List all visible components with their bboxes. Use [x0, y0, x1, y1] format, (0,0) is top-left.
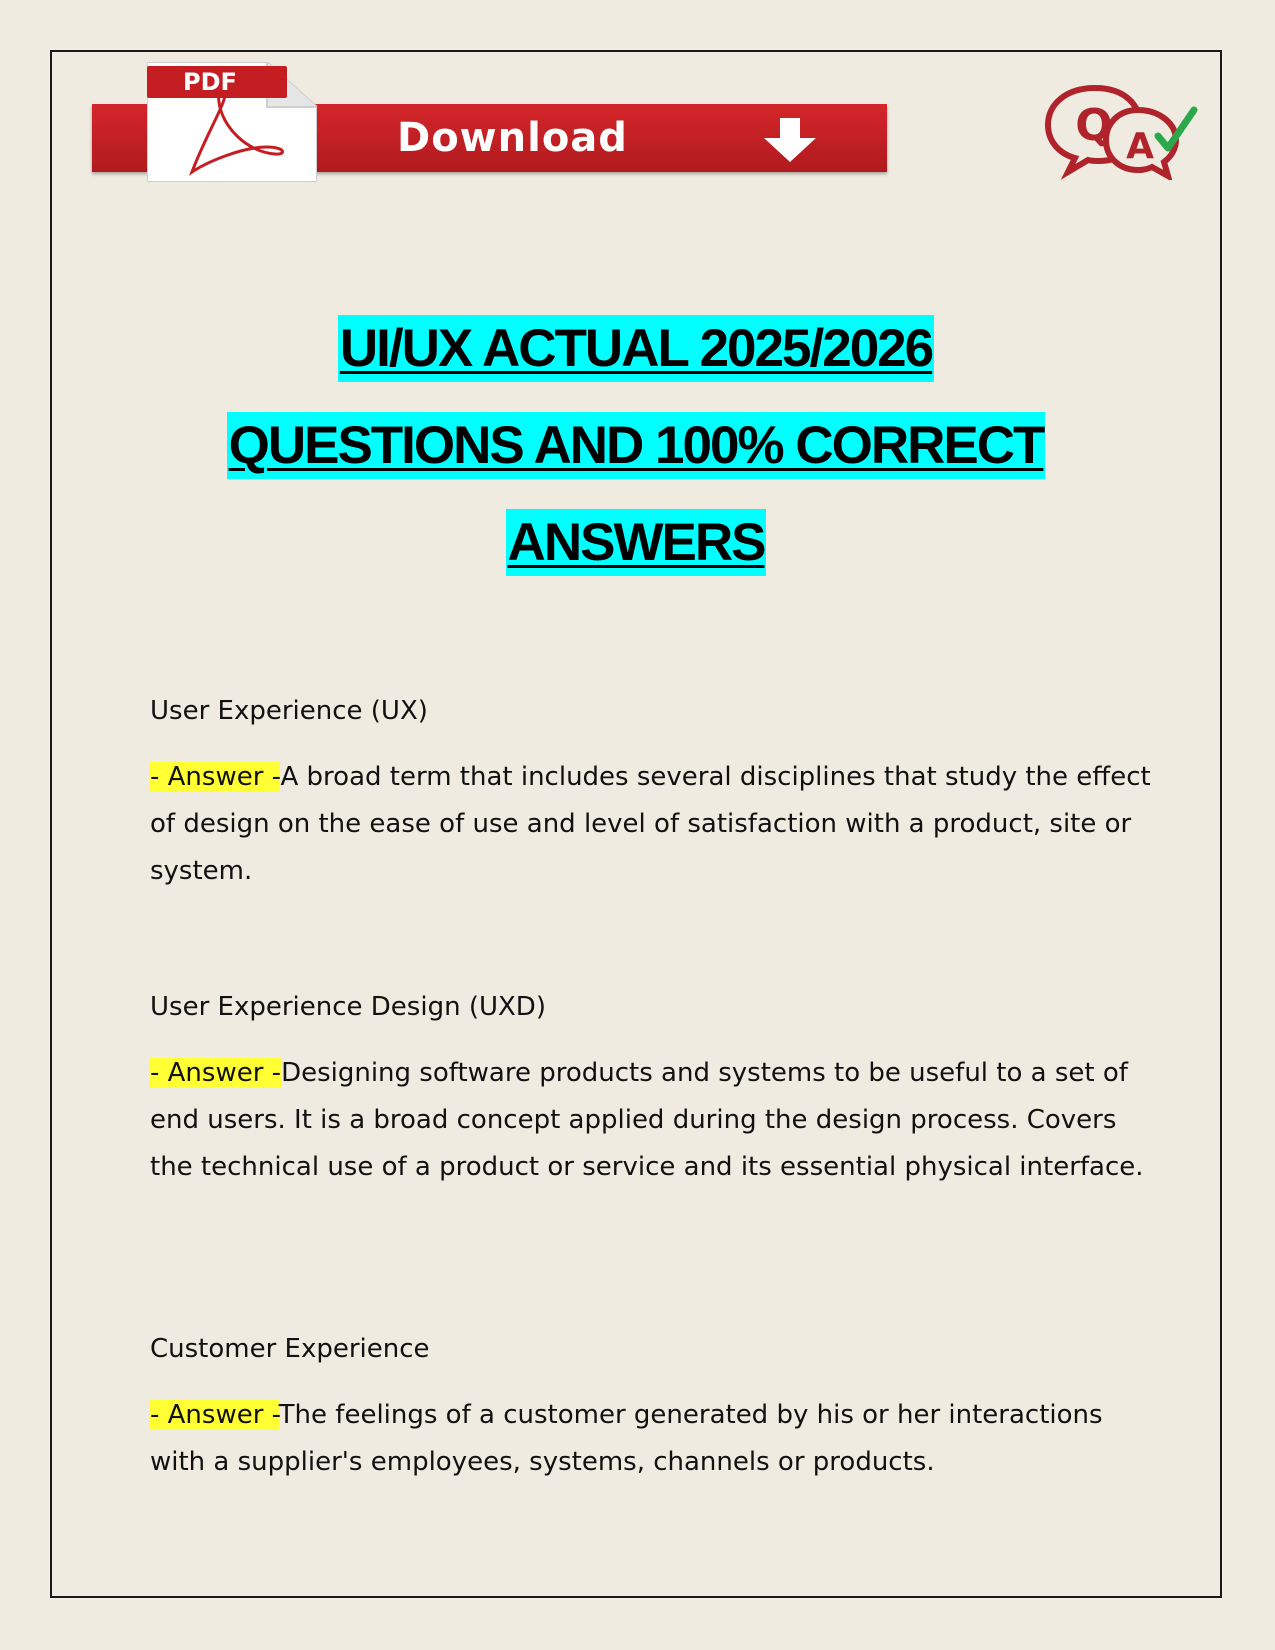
answer-text [150, 754, 1160, 895]
answer-body: A broad term that includes several disciplines that study the effect of design on the ease of use and level of satisfaction with a product, site or system. [150, 762, 1151, 886]
download-label[interactable]: Download [397, 115, 628, 161]
answer-body: The feelings of a customer generated by his or her interactions with a supplier's employees, systems, channels or products. [150, 1400, 1103, 1477]
question-text: User Experience (UX) [150, 696, 428, 726]
question-text: User Experience Design (UXD) [150, 992, 546, 1022]
answer-body: Designing software products and systems to be useful to a set of end users. It is a broad concept applied during the design process. Covers the technical use of a product or service and its essential physical interface. [150, 1058, 1144, 1182]
answer-text [150, 1392, 1160, 1486]
answer-prefix: - Answer - [150, 1400, 279, 1430]
title-line-1: UI/UX ACTUAL 2025/2026 [50, 300, 1222, 397]
svg-text:Q: Q [1075, 100, 1113, 151]
title-line-3: ANSWERS [50, 494, 1222, 591]
qa-item [150, 984, 1160, 1191]
answer-prefix: - Answer - [150, 1058, 282, 1088]
answer-text [150, 1050, 1160, 1191]
pdf-download-banner[interactable] [92, 62, 887, 182]
question-text: Customer Experience [150, 1334, 430, 1364]
pdf-document-icon [147, 62, 317, 182]
document-title [50, 300, 1222, 591]
pdf-tab-label: PDF [147, 66, 287, 98]
down-arrow-icon [760, 118, 820, 162]
qa-item [150, 1326, 1160, 1486]
qa-item [150, 688, 1160, 895]
title-line-2: QUESTIONS AND 100% CORRECT [50, 397, 1222, 494]
qa-check-icon [1040, 80, 1210, 180]
svg-text:A: A [1126, 126, 1154, 167]
answer-prefix: - Answer - [150, 762, 281, 792]
